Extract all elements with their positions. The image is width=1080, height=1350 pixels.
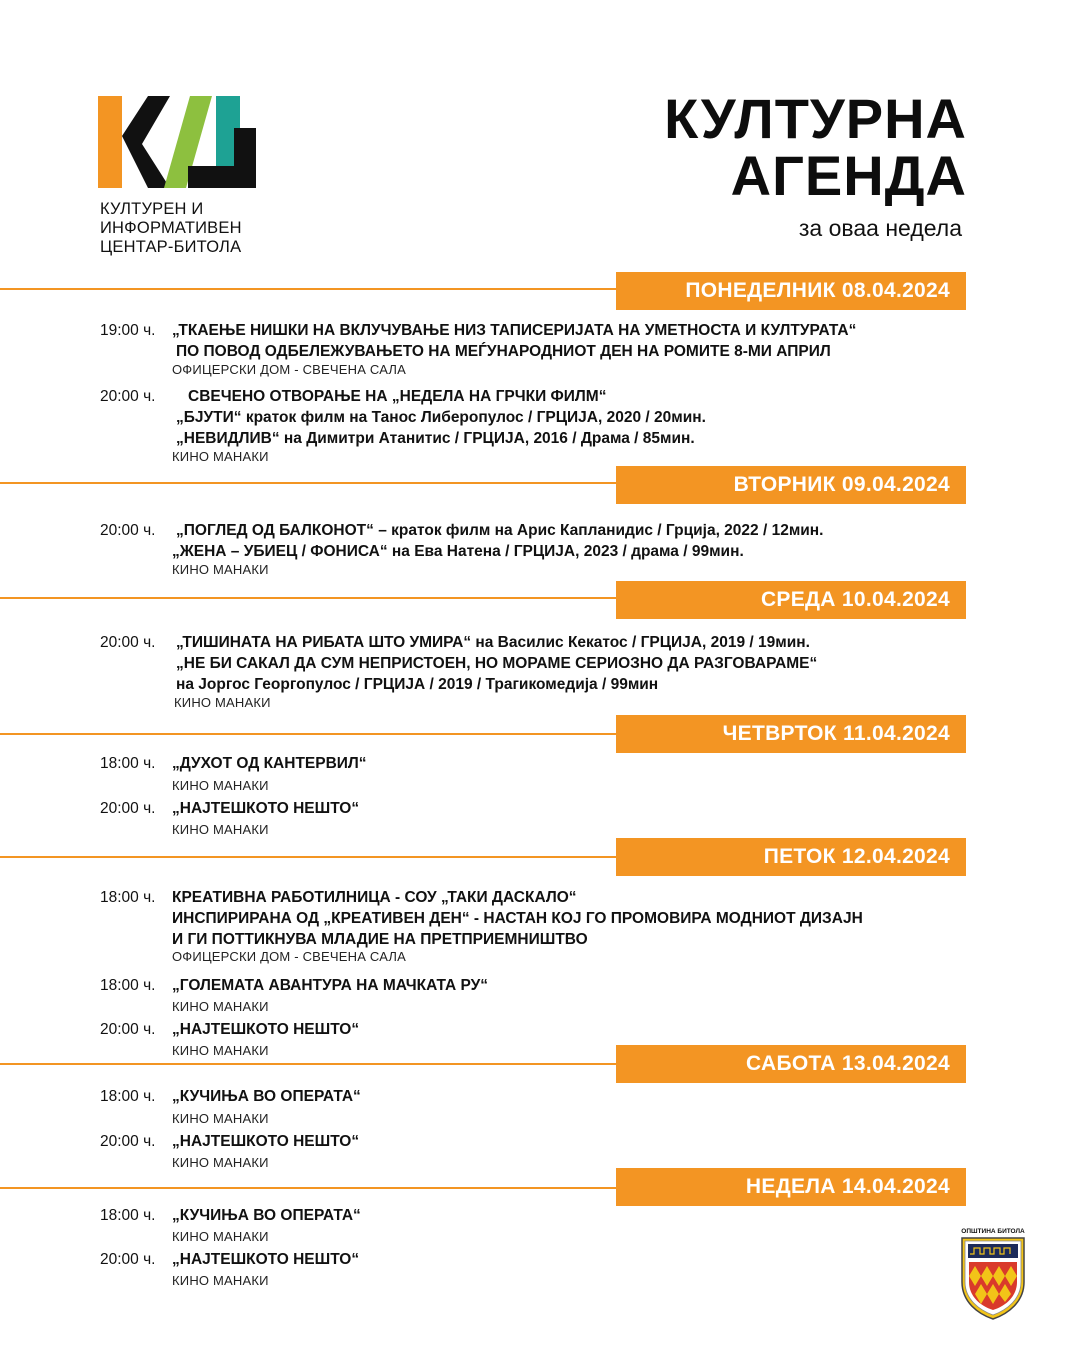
event-venue: КИНО МАНАКИ: [174, 695, 271, 710]
bitola-coat-of-arms-icon: [960, 1236, 1026, 1320]
event-title: „КУЧИЊА ВО ОПЕРАТА“: [172, 1207, 361, 1224]
event-venue: КИНО МАНАКИ: [172, 1273, 269, 1288]
event-time: 18:00 ч.: [100, 977, 156, 994]
event-venue: КИНО МАНАКИ: [172, 1111, 269, 1126]
event-venue: КИНО МАНАКИ: [172, 1043, 269, 1058]
event-time: 18:00 ч.: [100, 1088, 156, 1105]
event-title-line: на Јоргос Георгопулос / ГРЦИЈА / 2019 / Трагикомедија / 99мин: [176, 676, 659, 693]
event-title: „НАЈТЕШКОТО НЕШТО“: [172, 1133, 360, 1150]
page-subtitle: за оваа недела: [798, 215, 962, 241]
event-title: „НАЈТЕШКОТО НЕШТО“: [172, 800, 360, 817]
event-title: [172, 320, 856, 362]
event-title-line: „ПОГЛЕД ОД БАЛКОНОТ“ – краток филм на Арис Капланидис / Грција, 2022 / 12мин.: [176, 522, 824, 539]
event-title-line: „ТКАЕЊЕ НИШКИ НА ВКЛУЧУВАЊЕ НИЗ ТАПИСЕРИЈАТА НА УМЕТНОСТА И КУЛТУРАТА“: [172, 322, 857, 339]
logo-line: КУЛТУРЕН И: [100, 200, 204, 218]
page-title: [664, 87, 967, 207]
title-line: КУЛТУРНА: [664, 87, 967, 150]
day-divider: [0, 482, 618, 484]
logo-line: ИНФОРМАТИВЕН: [100, 219, 242, 237]
kic-logo-icon: [98, 96, 256, 188]
event-title: „КУЧИЊА ВО ОПЕРАТА“: [172, 1088, 361, 1105]
event-venue: КИНО МАНАКИ: [172, 449, 269, 464]
event-title: [172, 632, 817, 695]
day-badge: САБОТА 13.04.2024: [616, 1045, 966, 1083]
day-badge: ВТОРНИК 09.04.2024: [616, 466, 966, 504]
day-divider: [0, 288, 618, 290]
day-badge: НЕДЕЛА 14.04.2024: [616, 1168, 966, 1206]
event-title-line: „ЖЕНА – УБИЕЦ / ФОНИСА“ на Ева Натена / ГРЦИЈА, 2023 / драма / 99мин.: [172, 543, 744, 560]
event-title-line: „НЕВИДЛИВ“ на Димитри Атанитис / ГРЦИЈА, 2016 / Драма / 85мин.: [176, 430, 695, 447]
event-venue: КИНО МАНАКИ: [172, 778, 269, 793]
event-title: [172, 520, 823, 562]
event-time: 19:00 ч.: [100, 322, 156, 339]
event-title: „ГОЛЕМАТА АВАНТУРА НА МАЧКАТА РУ“: [172, 977, 489, 994]
event-title-line: „БЈУТИ“ краток филм на Танос Либеропулос / ГРЦИЈА, 2020 / 20мин.: [176, 409, 706, 426]
event-venue: ОФИЦЕРСКИ ДОМ - СВЕЧЕНА САЛА: [172, 949, 406, 964]
event-title-line: „ТИШИНАТА НА РИБАТА ШТО УМИРА“ на Василис Кекатос / ГРЦИЈА, 2019 / 19мин.: [176, 634, 810, 651]
event-venue: КИНО МАНАКИ: [172, 999, 269, 1014]
day-badge: ПЕТОК 12.04.2024: [616, 838, 966, 876]
event-time: 20:00 ч.: [100, 634, 156, 651]
event-time: 20:00 ч.: [100, 1133, 156, 1150]
crest-label: ОПШТИНА БИТОЛА: [961, 1228, 1025, 1235]
event-venue: ОФИЦЕРСКИ ДОМ - СВЕЧЕНА САЛА: [172, 362, 406, 377]
event-title-line: „НЕ БИ САКАЛ ДА СУМ НЕПРИСТОЕН, НО МОРАМЕ СЕРИОЗНО ДА РАЗГОВАРАМЕ“: [176, 655, 818, 672]
event-title-line: СВЕЧЕНО ОТВОРАЊЕ НА „НЕДЕЛА НА ГРЧКИ ФИЛМ“: [188, 388, 607, 405]
event-time: 20:00 ч.: [100, 522, 156, 539]
event-title: [172, 887, 863, 950]
event-time: 20:00 ч.: [100, 800, 156, 817]
event-time: 20:00 ч.: [100, 1021, 156, 1038]
event-title-line: КРЕАТИВНА РАБОТИЛНИЦА - СОУ „ТАКИ ДАСКАЛО“: [172, 889, 577, 906]
logo-text: [100, 200, 242, 257]
day-badge: СРЕДА 10.04.2024: [616, 581, 966, 619]
title-line: АГЕНДА: [730, 144, 967, 207]
event-time: 20:00 ч.: [100, 1251, 156, 1268]
event-venue: КИНО МАНАКИ: [172, 1155, 269, 1170]
day-divider: [0, 1063, 618, 1065]
event-title-line: ИНСПИРИРАНА ОД „КРЕАТИВЕН ДЕН“ - НАСТАН КОЈ ГО ПРОМОВИРА МОДНИОТ ДИЗАЈН: [172, 910, 863, 927]
event-time: 18:00 ч.: [100, 889, 156, 906]
event-title: [172, 386, 706, 449]
day-divider: [0, 597, 618, 599]
event-title: „НАЈТЕШКОТО НЕШТО“: [172, 1251, 360, 1268]
event-title-line: И ГИ ПОТТИКНУВА МЛАДИЕ НА ПРЕТПРИЕМНИШТВО: [172, 931, 588, 948]
logo-line: ЦЕНТАР-БИТОЛА: [100, 238, 242, 256]
event-venue: КИНО МАНАКИ: [172, 822, 269, 837]
event-venue: КИНО МАНАКИ: [172, 562, 269, 577]
event-time: 18:00 ч.: [100, 755, 156, 772]
day-divider: [0, 1187, 618, 1189]
event-time: 18:00 ч.: [100, 1207, 156, 1224]
event-time: 20:00 ч.: [100, 388, 156, 405]
event-venue: КИНО МАНАКИ: [172, 1229, 269, 1244]
event-title: „НАЈТЕШКОТО НЕШТО“: [172, 1021, 360, 1038]
day-divider: [0, 733, 618, 735]
day-badge: ПОНЕДЕЛНИК 08.04.2024: [616, 272, 966, 310]
day-divider: [0, 856, 618, 858]
event-title-line: ПО ПОВОД ОДБЕЛЕЖУВАЊЕТО НА МЕЃУНАРОДНИОТ ДЕН НА РОМИТЕ 8-МИ АПРИЛ: [176, 343, 831, 360]
day-badge: ЧЕТВРТОК 11.04.2024: [616, 715, 966, 753]
event-title: „ДУХОТ ОД КАНТЕРВИЛ“: [172, 755, 367, 772]
